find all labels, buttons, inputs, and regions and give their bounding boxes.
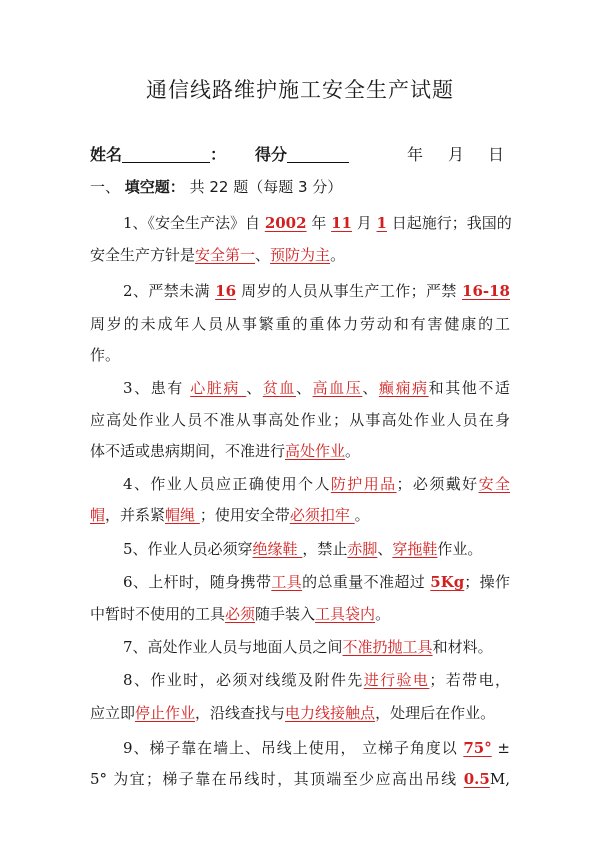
- question-line: [123, 469, 510, 499]
- question-text: 2、严禁未满: [123, 282, 216, 300]
- question-text: 7、高处作业人员与地面人员之间: [123, 638, 343, 656]
- score-blank: [287, 146, 349, 163]
- question-line: [123, 632, 510, 662]
- question-text: 1、《安全生产法》自: [123, 214, 265, 232]
- question-line: [123, 276, 510, 306]
- question-text: 作。: [90, 346, 121, 364]
- answer-text: 16: [215, 282, 237, 300]
- section-number: 一、: [90, 178, 121, 196]
- answer-text: 高处作业: [285, 442, 346, 460]
- answer-text: 帽: [90, 506, 106, 524]
- question-line: [123, 373, 510, 403]
- answer-text: 11: [331, 214, 352, 232]
- question-text: 年: [306, 214, 332, 232]
- question-text: 周岁的未成年人员从事繁重的重体力劳动和有害健康的工: [90, 315, 510, 333]
- question-line: [123, 534, 510, 564]
- question-text: ；若带电，: [429, 671, 510, 689]
- question-text: 和其他不适: [428, 379, 510, 397]
- section-heading: [90, 176, 342, 197]
- answer-text: 安全: [478, 475, 510, 493]
- date-day: 日: [488, 145, 505, 164]
- answer-text: 5Kg: [430, 573, 465, 591]
- question-text: M,: [489, 770, 510, 788]
- answer-text: 癫痫病: [378, 379, 429, 397]
- answer-text: 预防为主: [270, 246, 331, 264]
- answer-text: 0.5: [463, 770, 490, 788]
- answer-text: 赤脚: [347, 540, 378, 558]
- question-line: [90, 240, 510, 270]
- question-text: ±: [491, 739, 510, 757]
- question-line: [90, 436, 510, 466]
- date-month: 月: [448, 145, 465, 164]
- answer-text: 不准扔抛工具: [342, 638, 433, 656]
- answer-text: 绝缘鞋: [252, 540, 303, 558]
- question-text: 中暂时不使用的工具: [90, 605, 226, 623]
- question-text: 8、作业时，必须对线缆及附件先: [123, 671, 364, 689]
- answer-text: 1: [376, 214, 387, 232]
- question-line: [90, 309, 510, 339]
- date-year: 年: [407, 145, 424, 164]
- question-text: 4、作业人员应正确使用个人: [123, 475, 331, 493]
- name-colon: ：: [210, 145, 227, 164]
- question-text: 月: [351, 214, 377, 232]
- answer-text: 工具袋内: [315, 605, 376, 623]
- answer-text: 工具: [271, 573, 303, 591]
- name-blank: [122, 146, 210, 163]
- question-line: [123, 665, 510, 695]
- answer-text: 75°: [463, 739, 492, 757]
- question-text: 。: [375, 605, 391, 623]
- name-field: [90, 142, 226, 165]
- question-text: 和材料。: [432, 638, 493, 656]
- question-line: [123, 733, 510, 763]
- question-line: [90, 599, 510, 629]
- question-text: 。: [354, 506, 370, 524]
- question-line: [90, 405, 510, 435]
- section-title: 填空题：: [124, 178, 185, 196]
- answer-text: 停止作业: [135, 704, 196, 722]
- answer-text: 电力线接触点: [285, 704, 376, 722]
- question-text: 体不适或患病期间，不准进行: [90, 442, 286, 460]
- question-text: 周岁的人员从事生产工作；严禁: [236, 282, 463, 300]
- question-text: 3、患有: [123, 379, 191, 397]
- question-line: [90, 340, 510, 370]
- answer-text: 心脏病: [190, 379, 247, 397]
- question-text: 应高处作业人员不准从事高处作业；从事高处作业人员在身: [90, 411, 510, 429]
- question-text: ，并系紧: [105, 506, 166, 524]
- question-line: [90, 500, 510, 530]
- answer-text: 帽绳: [165, 506, 200, 524]
- section-info: 共 22 题（每题 3 分）: [189, 178, 343, 196]
- question-text: ，禁止: [302, 540, 348, 558]
- question-line: [123, 208, 510, 238]
- answer-text: 2002: [264, 214, 307, 232]
- page-title: 通信线路维护施工安全生产试题: [146, 78, 454, 102]
- question-text: ，处理后在作业。: [375, 704, 496, 722]
- answer-text: 必须: [225, 605, 256, 623]
- score-label: 得分: [255, 145, 288, 164]
- question-line: [90, 698, 510, 728]
- answer-text: 防护用品: [330, 475, 397, 493]
- question-text: 的总重量不准超过: [302, 573, 431, 591]
- question-text: 6、上杆时，随身携带: [123, 573, 272, 591]
- question-text: 作业。: [437, 540, 483, 558]
- answer-text: 穿拖鞋: [392, 540, 438, 558]
- answer-text: 16-18: [462, 282, 510, 300]
- question-line: [123, 567, 510, 597]
- question-text: 、: [246, 379, 263, 397]
- answer-text: 安全第一: [195, 246, 256, 264]
- question-text: 随手装入: [255, 605, 316, 623]
- question-text: 、: [296, 379, 313, 397]
- question-text: 5° 为宜；梯子靠在吊线时，其顶端至少应高出吊线: [90, 770, 464, 788]
- question-text: ；操作: [464, 573, 510, 591]
- question-line: [90, 764, 510, 794]
- question-text: 日起施行；我国的: [386, 214, 512, 232]
- answer-text: 贫血: [262, 379, 296, 397]
- answer-text: 高血压: [312, 379, 363, 397]
- question-text: 安全生产方针是: [90, 246, 196, 264]
- score-field: [255, 142, 349, 165]
- question-text: 。: [345, 442, 361, 460]
- question-text: 9、梯子靠在墙上、吊线上使用， 立梯子角度以: [123, 739, 464, 757]
- answer-text: 必须扣牢: [289, 506, 355, 524]
- question-text: 应立即: [90, 704, 136, 722]
- question-text: ；使用安全带: [199, 506, 290, 524]
- question-text: 、: [377, 540, 393, 558]
- answer-text: 进行验电: [363, 671, 430, 689]
- question-text: ，沿线查找与: [195, 704, 286, 722]
- name-label: 姓名: [90, 145, 123, 164]
- question-text: 、: [362, 379, 379, 397]
- question-text: 。: [330, 246, 346, 264]
- question-text: ；必须戴好: [396, 475, 479, 493]
- question-text: 5、作业人员必须穿: [123, 540, 253, 558]
- question-text: 、: [255, 246, 271, 264]
